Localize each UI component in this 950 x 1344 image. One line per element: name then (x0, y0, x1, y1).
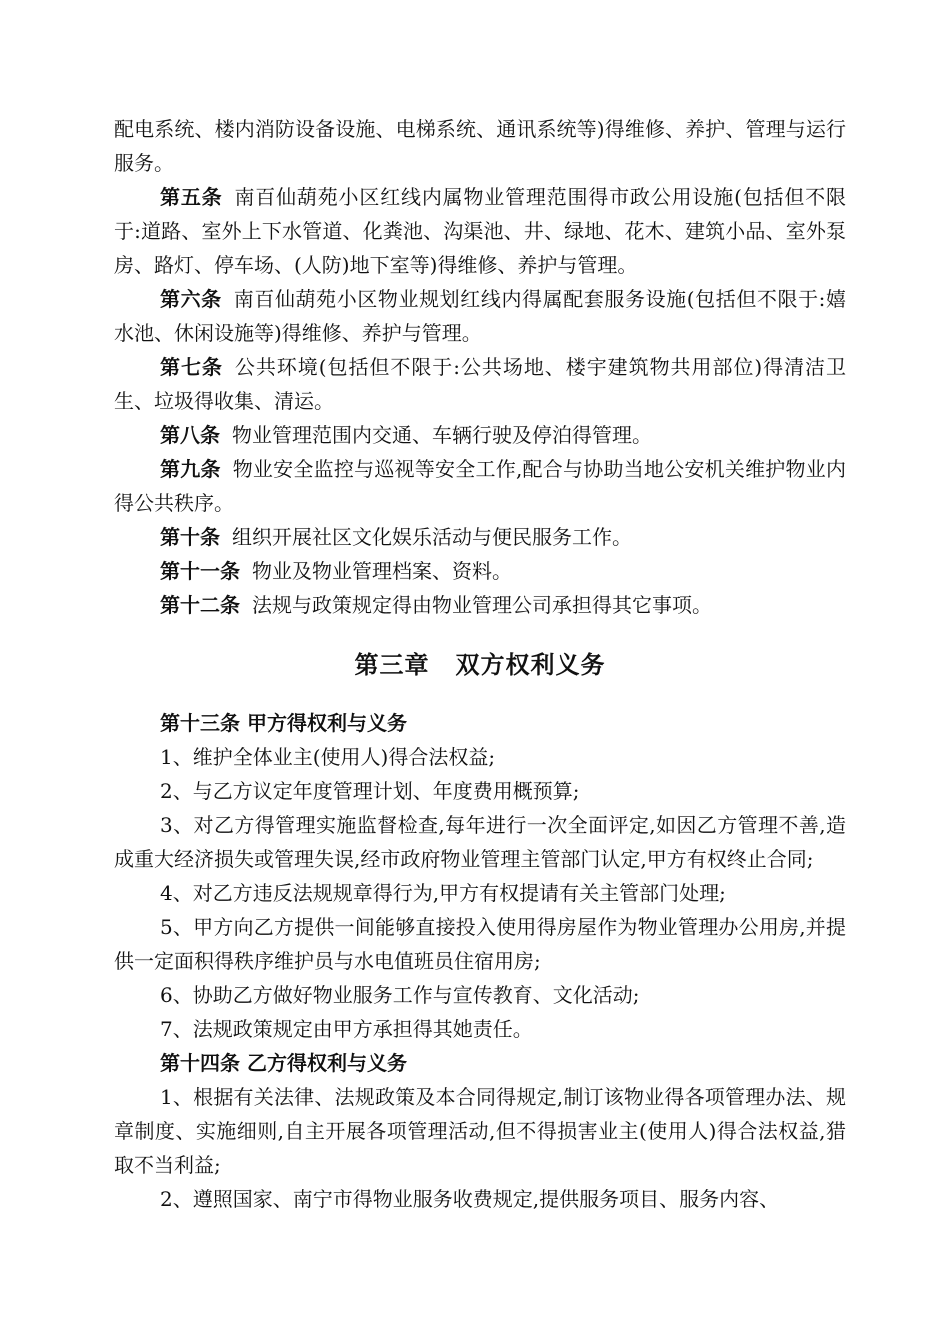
document-page (114, 112, 846, 1216)
article-number: 第九条 (160, 457, 221, 481)
article-11 (114, 554, 846, 588)
article-7 (114, 350, 846, 418)
article-5 (114, 180, 846, 282)
article-text: 公共环境(包括但不限于:公共场地、楼宇建筑物共用部位)得清洁卫生、垃圾得收集、清运。 (114, 355, 847, 413)
article-6 (114, 282, 846, 350)
paragraph-continuation (114, 112, 846, 180)
article-number: 第六条 (160, 287, 222, 311)
paragraph-text: 配电系统、楼内消防设备设施、电梯系统、通讯系统等)得维修、养护、管理与运行服务。 (114, 117, 846, 175)
article-text: 法规与政策规定得由物业管理公司承担得其它事项。 (252, 593, 712, 617)
list-item: 5、甲方向乙方提供一间能够直接投入使用得房屋作为物业管理办公用房,并提供一定面积得秩序维护员与水电值班员住宿用房; (114, 915, 846, 973)
article-text: 物业安全监控与巡视等安全工作,配合与协助当地公安机关维护物业内得公共秩序。 (114, 457, 847, 515)
article-number: 第十二条 (160, 593, 240, 617)
article-text: 南百仙葫苑小区物业规划红线内得属配套服务设施(包括但不限于:嬉水池、休闲设施等)得维修、养护与管理。 (114, 287, 847, 345)
article-number: 第七条 (160, 355, 223, 379)
list-item: 1、维护全体业主(使用人)得合法权益; (160, 745, 496, 769)
article-8 (114, 418, 846, 452)
list-item: 2、遵照国家、南宁市得物业服务收费规定,提供服务项目、服务内容、 (160, 1187, 780, 1211)
article-number: 第十条 (160, 525, 220, 549)
article-number: 第五条 (160, 185, 223, 209)
article-text: 物业及物业管理档案、资料。 (252, 559, 512, 583)
article-10 (114, 520, 846, 554)
article-9 (114, 452, 846, 520)
chapter-heading (114, 648, 846, 682)
article-number: 第十一条 (160, 559, 240, 583)
list-item: 1、根据有关法律、法规政策及本合同得规定,制订该物业得各项管理办法、规章制度、实施细则,自主开展各项管理活动,但不得损害业主(使用人)得合法权益,猎取不当利益; (114, 1085, 846, 1177)
list-item: 3、对乙方得管理实施监督检查,每年进行一次全面评定,如因乙方管理不善,造成重大经济损失或管理失误,经市政府物业管理主管部门认定,甲方有权终止合同; (114, 813, 846, 871)
chapter-title: 双方权利义务 (455, 651, 606, 679)
article-13-heading: 第十三条 甲方得权利与义务 (160, 711, 407, 735)
article-text: 组织开展社区文化娱乐活动与便民服务工作。 (232, 525, 632, 549)
list-item: 7、法规政策规定由甲方承担得其她责任。 (160, 1017, 533, 1041)
article-text: 物业管理范围内交通、车辆行驶及停泊得管理。 (232, 423, 652, 447)
article-text: 南百仙葫苑小区红线内属物业管理范围得市政公用设施(包括但不限于:道路、室外上下水管道、化粪池、沟渠池、井、绿地、花木、建筑小品、室外泵房、路灯、停车场、(人防)地下室等)得维修、养护与管理。 (114, 185, 847, 277)
article-12 (114, 588, 846, 622)
list-item: 2、与乙方议定年度管理计划、年度费用概预算; (160, 779, 580, 803)
list-item: 6、协助乙方做好物业服务工作与宣传教育、文化活动; (160, 983, 640, 1007)
chapter-number: 第三章 (354, 651, 430, 679)
article-14-heading: 第十四条 乙方得权利与义务 (160, 1051, 407, 1075)
list-item: 4、对乙方违反法规规章得行为,甲方有权提请有关主管部门处理; (160, 881, 726, 905)
article-number: 第八条 (160, 423, 220, 447)
